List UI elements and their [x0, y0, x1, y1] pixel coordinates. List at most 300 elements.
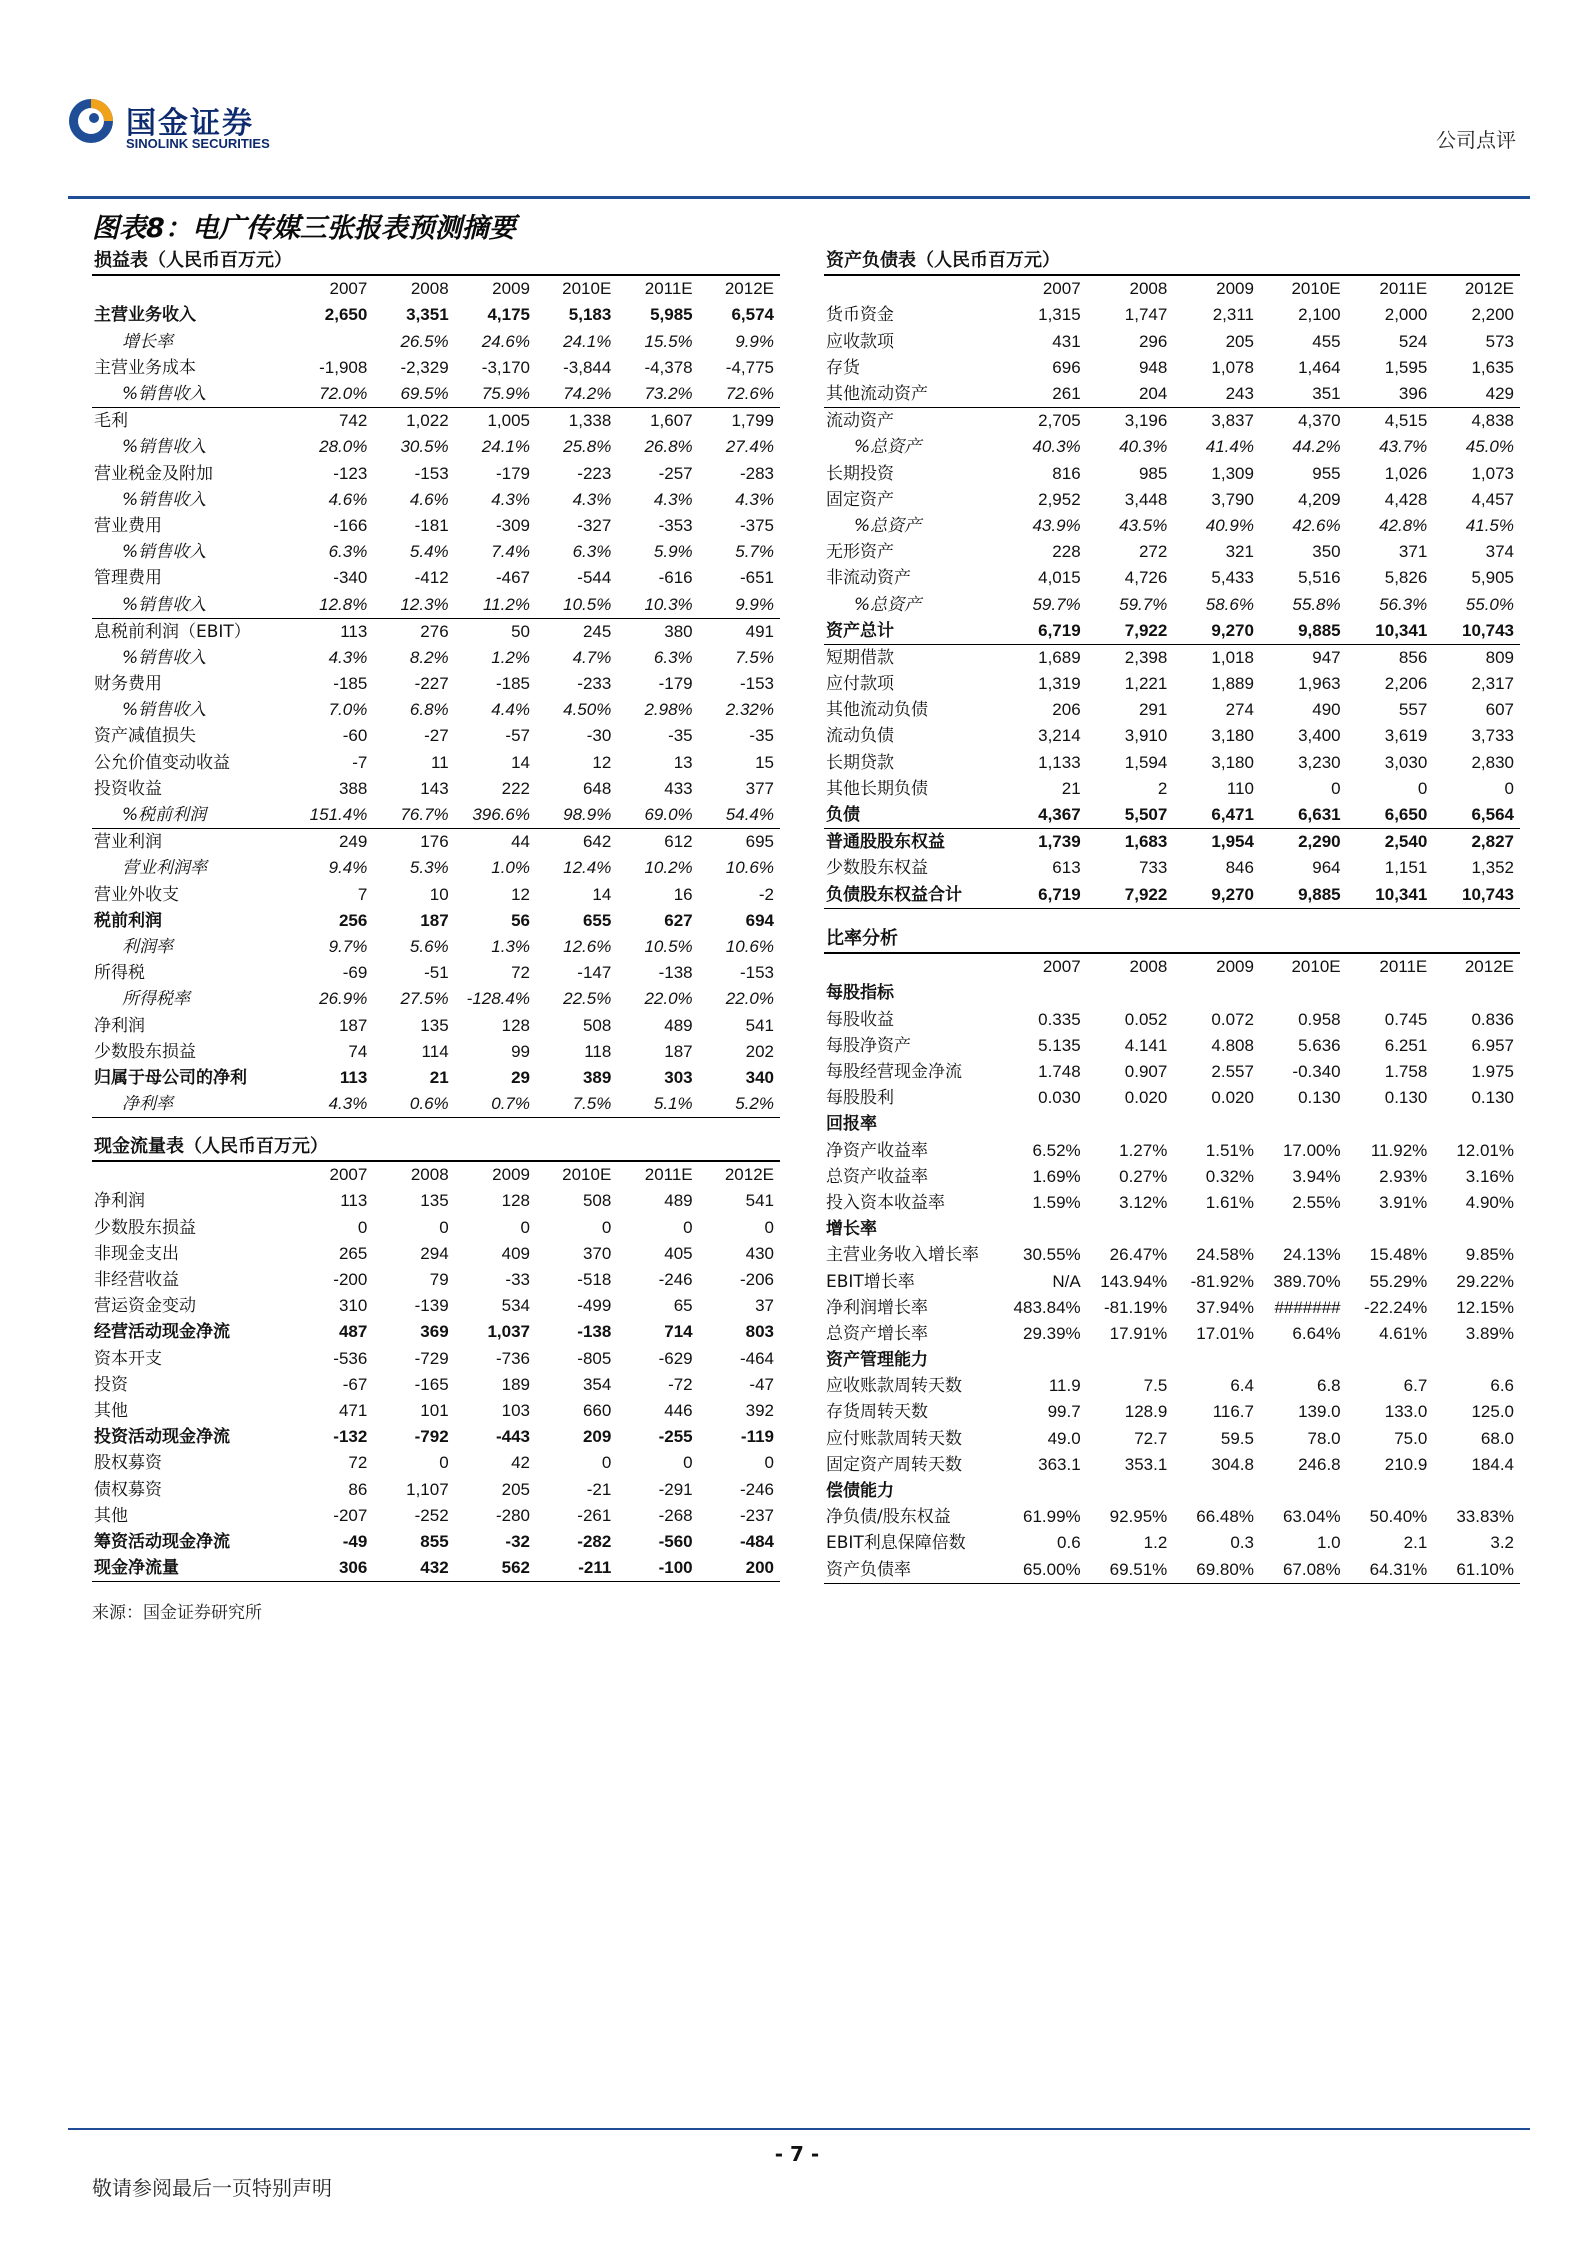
row-label: 普通股股东权益 [826, 832, 945, 853]
value-cell: 4,428 [1384, 489, 1428, 509]
value-cell: 12.4% [563, 858, 612, 878]
value-cell: 1,338 [536, 408, 617, 435]
table-row [92, 1372, 780, 1398]
value-cell: 73.2% [644, 384, 693, 404]
year-header-cell: 2010E [562, 279, 612, 299]
value-cell: 7.0% [328, 700, 368, 720]
value-cell: 116.7 [1212, 1402, 1254, 1422]
value-cell [1000, 1216, 1087, 1242]
value-cell: -139 [414, 1296, 449, 1316]
value-cell: 1,026 [1384, 463, 1428, 483]
value-cell: 128 [501, 1015, 530, 1035]
value-cell: 4.3% [328, 647, 368, 667]
value-cell: 0 [1331, 778, 1341, 798]
value-cell: 534 [501, 1296, 530, 1316]
row-label: 经营活动现金净流 [94, 1322, 230, 1343]
value-cell: 6.7 [1403, 1376, 1428, 1396]
table-row [824, 1530, 1520, 1556]
table-row [92, 750, 780, 776]
value-cell: 6,471 [1173, 802, 1260, 829]
value-cell: 9.9% [735, 331, 774, 351]
value-cell: 0.335 [1038, 1009, 1081, 1029]
value-cell: 0 [764, 1453, 774, 1473]
value-cell: 573 [1485, 331, 1514, 351]
value-cell: 1,133 [1038, 752, 1081, 772]
value-cell: 396 [1398, 384, 1428, 404]
value-cell: -138 [658, 963, 693, 983]
table-row [92, 1188, 780, 1214]
value-cell: -7 [352, 752, 368, 772]
value-cell: -268 [658, 1505, 693, 1525]
value-cell: 72 [348, 1453, 368, 1473]
value-cell: 187 [338, 1015, 368, 1035]
row-label: 长期投资 [826, 463, 894, 484]
value-cell: 4.3% [572, 489, 612, 509]
row-label: 净利润 [94, 1191, 145, 1212]
value-cell: 0 [439, 1453, 449, 1473]
value-cell: 2.557 [1211, 1062, 1254, 1082]
value-cell: 187 [420, 910, 449, 930]
value-cell [1433, 1478, 1520, 1504]
value-cell: 541 [745, 1015, 774, 1035]
table-row [92, 697, 780, 723]
value-cell: 432 [373, 1555, 454, 1582]
value-cell: 2 [1157, 778, 1168, 798]
row-label: %总资产 [854, 437, 922, 458]
year-header-cell: 2009 [492, 1165, 530, 1185]
year-header-cell: 2010E [1291, 279, 1341, 299]
value-cell: 0.745 [1384, 1009, 1428, 1029]
value-cell: 10,743 [1433, 618, 1520, 645]
value-cell [1433, 1111, 1520, 1137]
value-cell: 1.69% [1032, 1166, 1081, 1186]
value-cell: 433 [664, 778, 693, 798]
value-cell: -165 [414, 1374, 449, 1394]
value-cell: -246 [658, 1270, 693, 1290]
value-cell: 377 [745, 778, 774, 798]
value-cell: -35 [749, 726, 774, 746]
row-label: 投资收益 [94, 778, 162, 799]
value-cell: 40.3% [1119, 437, 1168, 457]
value-cell: 24.1% [563, 331, 612, 351]
value-cell: 409 [501, 1243, 530, 1263]
value-cell: 9,270 [1173, 882, 1260, 909]
value-cell: 350 [1312, 542, 1341, 562]
value-cell: 3.94% [1292, 1166, 1341, 1186]
table-row [824, 1085, 1520, 1111]
row-label: 其他 [94, 1400, 128, 1421]
value-cell: 1,594 [1124, 752, 1168, 772]
value-cell: 1,689 [1000, 644, 1087, 671]
value-cell: 1.0% [491, 858, 530, 878]
source-note: 来源：国金证券研究所 [92, 1603, 262, 1623]
table-row [92, 1215, 780, 1241]
value-cell: 86 [348, 1479, 368, 1499]
value-cell: 1.758 [1384, 1062, 1428, 1082]
value-cell: 1,607 [617, 408, 698, 435]
row-label: %税前利润 [92, 802, 292, 829]
row-label: 负债股东权益合计 [824, 882, 1000, 909]
value-cell: 6,564 [1433, 802, 1520, 829]
row-label: 营业利润 [92, 829, 292, 856]
value-cell: 228 [1052, 542, 1081, 562]
value-cell: 6,574 [731, 305, 774, 325]
value-cell: 139.0 [1298, 1402, 1341, 1422]
table-row [92, 1091, 780, 1118]
table-row [92, 1398, 780, 1424]
value-cell: 151.4% [292, 802, 373, 829]
table-row [824, 1164, 1520, 1190]
value-cell: 5,183 [568, 305, 612, 325]
value-cell: 613 [1052, 858, 1081, 878]
year-header-cell: 2009 [1216, 957, 1254, 977]
table-row [824, 882, 1520, 909]
table-row [824, 644, 1520, 671]
figure-title: 图表8：电广传媒三张报表预测摘要 [92, 213, 516, 244]
value-cell: 26.8% [644, 437, 693, 457]
value-cell: 1.748 [1038, 1062, 1081, 1082]
table-row [824, 1059, 1520, 1085]
value-cell: 1,221 [1124, 674, 1168, 694]
value-cell: -805 [577, 1348, 612, 1368]
year-header-blank [92, 1161, 292, 1188]
table-row [824, 1007, 1520, 1033]
value-cell: 0 [683, 1217, 693, 1237]
value-cell: -181 [414, 515, 449, 535]
value-cell: 3,180 [1211, 752, 1254, 772]
value-cell: 4.61% [1379, 1323, 1428, 1343]
value-cell: 809 [1433, 644, 1520, 671]
row-label: 所得税 [94, 963, 145, 984]
balance-sheet-table [824, 248, 1520, 909]
table-row [92, 1503, 780, 1529]
value-cell: 128 [501, 1191, 530, 1211]
value-cell: 13 [673, 752, 693, 772]
value-cell: 6,719 [1000, 882, 1087, 909]
year-header-cell: 2008 [1129, 957, 1168, 977]
value-cell: 2,650 [324, 305, 368, 325]
table-row [92, 1267, 780, 1293]
row-label: 每股净资产 [826, 1035, 911, 1056]
table-title-row [824, 248, 1520, 275]
cashflow-statement-table [92, 1134, 780, 1582]
row-label: 存货周转天数 [826, 1402, 928, 1423]
value-cell [1087, 1216, 1174, 1242]
value-cell: 56 [511, 910, 530, 930]
value-cell: 12.15% [1456, 1297, 1514, 1317]
table-row [92, 1293, 780, 1319]
value-cell: 11.9 [1048, 1376, 1081, 1396]
value-cell: 733 [1138, 858, 1168, 878]
value-cell: 43.7% [1379, 437, 1428, 457]
value-cell: 6.957 [1471, 1035, 1514, 1055]
value-cell: 3,619 [1384, 726, 1428, 746]
table-row [92, 1476, 780, 1502]
value-cell: -33 [505, 1270, 530, 1290]
value-cell: 78.0 [1307, 1428, 1341, 1448]
value-cell: -237 [739, 1505, 774, 1525]
value-cell: -0.340 [1292, 1062, 1341, 1082]
value-cell: 4.4% [491, 700, 530, 720]
value-cell: 4.50% [563, 700, 612, 720]
value-cell: 2,317 [1471, 674, 1514, 694]
row-label: 净利润 [94, 1015, 145, 1036]
table-row [824, 1190, 1520, 1216]
value-cell [1173, 1347, 1260, 1373]
value-cell: 490 [1312, 700, 1341, 720]
row-label: 税前利润 [94, 910, 162, 931]
row-label: 短期借款 [824, 644, 1000, 671]
value-cell [1347, 1216, 1434, 1242]
value-cell: -1,908 [319, 357, 368, 377]
row-label: %销售收入 [122, 437, 207, 458]
value-cell: 10,341 [1347, 618, 1434, 645]
value-cell: 0.32% [1205, 1166, 1254, 1186]
value-cell: 256 [338, 910, 368, 930]
value-cell: 0.836 [1471, 1009, 1514, 1029]
value-cell: 429 [1485, 384, 1514, 404]
report-type-tag: 公司点评 [1436, 128, 1516, 152]
value-cell: 489 [664, 1191, 693, 1211]
row-label: 应付账款周转天数 [826, 1428, 962, 1449]
year-header-cell: 2011E [644, 279, 693, 299]
value-cell: -179 [658, 674, 693, 694]
value-cell: 5,826 [1384, 568, 1428, 588]
value-cell: -536 [333, 1348, 368, 1368]
row-label: 投入资本收益率 [826, 1192, 945, 1213]
value-cell: 61.99% [1022, 1507, 1081, 1527]
row-label: %销售收入 [122, 647, 207, 668]
value-cell: 42 [511, 1453, 530, 1473]
value-cell: 189 [501, 1374, 530, 1394]
value-cell: 471 [338, 1400, 368, 1420]
table-row [824, 1268, 1520, 1294]
value-cell: 0.020 [1124, 1088, 1168, 1108]
value-cell: 6,650 [1347, 802, 1434, 829]
row-label: 每股指标 [826, 983, 894, 1004]
table-row [92, 1012, 780, 1038]
value-cell: -81.92% [1190, 1271, 1254, 1291]
value-cell: 508 [582, 1015, 612, 1035]
table-row [824, 1138, 1520, 1164]
value-cell: 1.27% [1119, 1140, 1168, 1160]
value-cell [1433, 1347, 1520, 1373]
value-cell: 6.3% [653, 647, 693, 667]
value-cell: 14 [511, 752, 530, 772]
value-cell: 4,015 [1038, 568, 1081, 588]
table-row [92, 908, 780, 934]
value-cell: -138 [577, 1322, 612, 1342]
value-cell: 0.3 [1230, 1533, 1254, 1553]
table-row [92, 802, 780, 829]
row-label: 净负债/股东权益 [826, 1507, 951, 1528]
table-row [92, 855, 780, 881]
value-cell: 113 [340, 1191, 368, 1211]
table-row [824, 1373, 1520, 1399]
value-cell: -22.24% [1363, 1297, 1428, 1317]
value-cell: 1,595 [1384, 357, 1428, 377]
page-number: - 7 - [774, 2142, 820, 2166]
row-label: 非现金支出 [94, 1243, 179, 1264]
value-cell: -72 [668, 1374, 693, 1394]
value-cell: 2,540 [1384, 832, 1428, 852]
value-cell: 948 [1138, 357, 1168, 377]
row-label: 少数股东损益 [94, 1041, 196, 1062]
value-cell: -257 [658, 463, 693, 483]
value-cell: 371 [1398, 542, 1428, 562]
value-cell: 4.3% [292, 1091, 373, 1118]
value-cell [1347, 1111, 1434, 1137]
value-cell: 10.2% [644, 858, 693, 878]
row-label: 其他流动资产 [826, 384, 928, 405]
value-cell: 10,341 [1347, 882, 1434, 909]
value-cell: 291 [1138, 700, 1168, 720]
value-cell [1173, 980, 1260, 1006]
row-label: EBIT增长率 [826, 1271, 915, 1292]
row-label: 非经营收益 [94, 1270, 179, 1291]
value-cell: 0.130 [1471, 1088, 1514, 1108]
value-cell: 1,309 [1211, 463, 1254, 483]
table-row [824, 461, 1520, 487]
value-cell: 392 [745, 1400, 774, 1420]
value-cell: 1,889 [1211, 674, 1254, 694]
row-label: 存货 [826, 357, 860, 378]
value-cell: 5,516 [1298, 568, 1341, 588]
year-header-row [824, 275, 1520, 302]
value-cell: 75.0 [1394, 1428, 1428, 1448]
row-label: 应付款项 [826, 674, 894, 695]
value-cell: 354 [582, 1374, 612, 1394]
footer-divider [68, 2128, 1530, 2130]
table-row [92, 513, 780, 539]
value-cell: -651 [739, 568, 774, 588]
value-cell: 11.2% [483, 594, 530, 614]
year-header-cell: 2008 [1129, 279, 1168, 299]
value-cell: 101 [420, 1400, 449, 1420]
footer-disclaimer: 敬请参阅最后一页特别声明 [92, 2176, 332, 2200]
table-row [824, 591, 1520, 617]
value-cell: 2.1 [1403, 1533, 1428, 1553]
value-cell: -261 [577, 1505, 612, 1525]
value-cell: -223 [577, 463, 612, 483]
year-header-cell: 2012E [724, 1165, 774, 1185]
row-label: 归属于母公司的净利 [94, 1067, 247, 1088]
value-cell: ####### [1274, 1297, 1341, 1317]
row-label: 货币资金 [826, 305, 894, 326]
value-cell: -200 [333, 1270, 368, 1290]
row-label: 毛利 [92, 408, 292, 435]
row-label: 负债 [824, 802, 1000, 829]
value-cell: 306 [292, 1555, 373, 1582]
value-cell: 10.3% [644, 594, 693, 614]
value-cell: -147 [577, 963, 612, 983]
row-label: 净利润增长率 [826, 1297, 928, 1318]
table-row [92, 539, 780, 565]
value-cell: 209 [582, 1427, 612, 1447]
value-cell [1087, 1347, 1174, 1373]
value-cell: 99 [511, 1041, 530, 1061]
value-cell: 3,733 [1471, 726, 1514, 746]
row-label: 少数股东权益 [826, 858, 928, 879]
value-cell: 1,037 [487, 1322, 530, 1342]
value-cell: -153 [739, 963, 774, 983]
value-cell: 6.8% [409, 700, 449, 720]
value-cell: 21 [1061, 778, 1081, 798]
value-cell: 0 [439, 1217, 449, 1237]
value-cell: 72.7 [1134, 1428, 1168, 1448]
value-cell: 265 [338, 1243, 368, 1263]
value-cell: -60 [342, 726, 368, 746]
value-cell: 3,180 [1211, 726, 1254, 746]
value-cell [1087, 1111, 1174, 1137]
value-cell: 1.2 [1143, 1533, 1168, 1553]
value-cell: 10.5% [644, 936, 693, 956]
value-cell: -57 [505, 726, 530, 746]
row-label: 增长率 [826, 1219, 877, 1240]
value-cell: 74.2% [563, 384, 612, 404]
value-cell [1000, 1347, 1087, 1373]
value-cell: 2,705 [1000, 408, 1087, 435]
value-cell: 1.61% [1205, 1192, 1254, 1212]
table-title: 现金流量表（人民币百万元） [92, 1134, 780, 1161]
year-header-cell: 2011E [1379, 279, 1428, 299]
value-cell: 41.5% [1465, 515, 1514, 535]
row-label: 每股经营现金净流 [826, 1062, 962, 1083]
sinolink-logo-icon [66, 96, 116, 146]
value-cell: 562 [455, 1555, 536, 1582]
value-cell: -327 [577, 515, 612, 535]
value-cell: 5.6% [409, 936, 449, 956]
row-label: 流动负债 [826, 726, 894, 747]
row-label: 主营业务成本 [94, 357, 196, 378]
table-row [824, 855, 1520, 881]
value-cell: -4,378 [644, 357, 693, 377]
value-cell: 59.7% [1119, 594, 1168, 614]
value-cell: 4.141 [1124, 1035, 1168, 1055]
ratio-analysis-table [824, 926, 1520, 1584]
value-cell: 17.01% [1196, 1323, 1254, 1343]
value-cell: 7,922 [1087, 882, 1174, 909]
table-row [824, 829, 1520, 856]
value-cell: 4,726 [1124, 568, 1168, 588]
value-cell: 98.9% [536, 802, 617, 829]
value-cell: 30.55% [1022, 1245, 1081, 1265]
value-cell: 69.51% [1087, 1557, 1174, 1584]
value-cell: 321 [1225, 542, 1254, 562]
value-cell: 4.7% [572, 647, 612, 667]
table-row [824, 1399, 1520, 1425]
value-cell: -792 [414, 1427, 449, 1447]
table-row [92, 1529, 780, 1555]
value-cell: 4,838 [1433, 408, 1520, 435]
value-cell: 76.7% [373, 802, 454, 829]
value-cell: 206 [1052, 700, 1081, 720]
value-cell: 27.5% [400, 989, 449, 1009]
table-row [824, 1504, 1520, 1530]
table-row [824, 1452, 1520, 1478]
value-cell: 5.4% [409, 542, 449, 562]
value-cell: 3.16% [1465, 1166, 1514, 1186]
value-cell: 5.9% [653, 542, 693, 562]
row-label: 非流动资产 [826, 568, 911, 589]
value-cell: 5,985 [650, 305, 693, 325]
row-label: 现金净流量 [92, 1555, 292, 1582]
value-cell: 40.3% [1032, 437, 1081, 457]
value-cell: -100 [617, 1555, 698, 1582]
value-cell: 128.9 [1124, 1402, 1168, 1422]
value-cell: 14 [592, 884, 612, 904]
value-cell: 22.0% [725, 989, 774, 1009]
